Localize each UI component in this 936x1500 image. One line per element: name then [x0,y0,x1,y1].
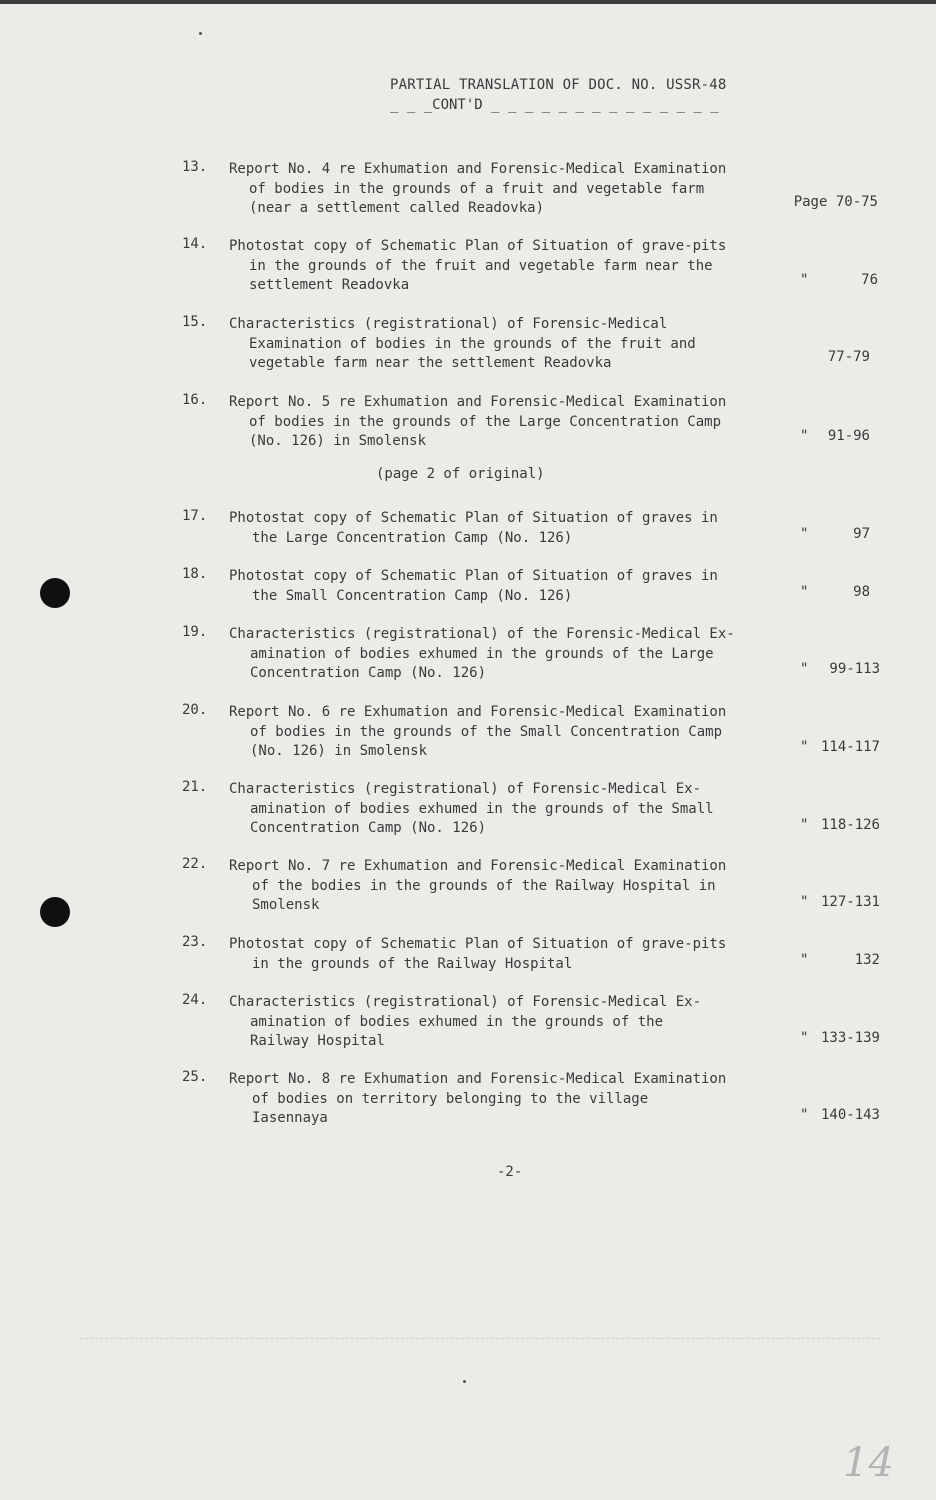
entry-number: 16. [182,392,208,408]
handwritten-page-mark: 14 [843,1440,894,1486]
entry-text-line: Railway Hospital [250,1033,385,1049]
page-reference: 140-143 [820,1107,880,1123]
entry-number: 13. [182,159,208,175]
entry-text-line: Iasennaya [252,1110,328,1126]
entry-text-line: Photostat copy of Schematic Plan of Situation of graves in [229,568,718,584]
document-contd-line: _ _ _CONT'D _ _ _ _ _ _ _ _ _ _ _ _ _ _ [390,97,719,113]
entry-text-line: amination of bodies exhumed in the grounds of the [250,1013,664,1030]
entry-text-line: Photostat copy of Schematic Plan of Situation of grave-pits [229,936,727,952]
page-reference: 132 [854,952,880,968]
ditto-mark: " [800,526,809,542]
entry-text-line: vegetable farm near the settlement Readovka [249,355,612,371]
entry-text-line: Photostat copy of Schematic Plan of Situation of graves in [229,510,718,526]
page-reference: 118-126 [820,817,880,833]
entry-number: 24. [182,992,208,1008]
entry-text-line: Characteristics (registrational) of Forensic-Medical Ex- [229,994,702,1010]
ditto-mark: " [800,894,809,910]
page-reference: 91-96 [827,428,870,444]
entry-text-line: in the grounds of the Railway Hospital [252,955,573,972]
entry-number: 22. [182,856,208,872]
entry-text-line: Characteristics (registrational) of Forensic-Medical Ex- [229,781,702,797]
document-title: PARTIAL TRANSLATION OF DOC. NO. USSR-48 [390,77,727,93]
entry-number: 18. [182,566,208,582]
entry-text-line: Examination of bodies in the grounds of the fruit and [249,335,696,352]
punch-hole-bottom [40,897,70,927]
entry-text-line: Characteristics (registrational) of the Forensic-Medical Ex- [229,626,735,642]
entry-text-line: of bodies in the grounds of a fruit and vegetable farm [249,180,705,197]
scan-speck [463,1380,466,1383]
entry-number: 20. [182,702,208,718]
entry-number: 19. [182,624,208,640]
entry-text-line: the Large Concentration Camp (No. 126) [252,529,573,546]
entry-number: 25. [182,1069,208,1085]
page-reference: 98 [853,584,870,600]
entry-text-line: Concentration Camp (No. 126) [250,665,487,681]
entry-text-line: amination of bodies exhumed in the grounds of the Large [250,645,714,662]
entry-text-line: settlement Readovka [249,277,410,293]
scan-speck [199,32,202,35]
entry-text-line: of the bodies in the grounds of the Railway Hospital in [252,877,716,894]
original-page-note: (page 2 of original) [376,466,545,482]
punch-hole-top [40,578,70,608]
entry-number: 21. [182,779,208,795]
entry-text-line: Report No. 7 re Exhumation and Forensic-Medical Examination [229,858,727,874]
entry-text-line: of bodies on territory belonging to the village [252,1090,649,1107]
ditto-mark: " [800,428,809,444]
page-number: -2- [497,1164,523,1180]
ditto-mark: " [800,739,809,755]
entry-number: 14. [182,236,208,252]
entry-text-line: the Small Concentration Camp (No. 126) [252,587,573,604]
page-reference: 114-117 [820,739,880,755]
page-reference: 99-113 [829,661,880,677]
ditto-mark: " [800,272,809,288]
page-reference: 133-139 [820,1030,880,1046]
entry-text-line: Report No. 6 re Exhumation and Forensic-Medical Examination [229,704,727,720]
entry-text-line: Report No. 4 re Exhumation and Forensic-Medical Examination [229,161,727,177]
entry-text-line: of bodies in the grounds of the Small Concentration Camp [250,723,723,740]
ditto-mark: " [800,661,809,677]
ditto-mark: " [800,817,809,833]
entry-number: 17. [182,508,208,524]
scan-top-band [0,0,936,4]
entry-text-line: Smolensk [252,897,320,913]
ditto-mark: " [800,1107,809,1123]
entry-text-line: Photostat copy of Schematic Plan of Situation of grave-pits [229,238,727,254]
ditto-mark: " [800,952,809,968]
entry-text-line: (No. 126) in Smolensk [250,743,428,759]
ditto-mark: " [800,1030,809,1046]
page-reference: 76 [861,272,878,288]
ditto-mark: " [800,584,809,600]
entry-text-line: of bodies in the grounds of the Large Concentration Camp [249,413,722,430]
entry-text-line: Report No. 5 re Exhumation and Forensic-Medical Examination [229,394,727,410]
entry-text-line: (No. 126) in Smolensk [249,433,427,449]
entry-number: 23. [182,934,208,950]
entry-text-line: Report No. 8 re Exhumation and Forensic-Medical Examination [229,1071,727,1087]
page-reference: 127-131 [820,894,880,910]
page-reference: 97 [853,526,870,542]
entry-number: 15. [182,314,208,330]
entry-text-line: in the grounds of the fruit and vegetable farm near the [249,257,713,274]
faint-dashed-line [80,1338,880,1339]
page-reference: 77-79 [827,349,870,365]
page-reference: Page 70-75 [793,194,878,210]
entry-text-line: (near a settlement called Readovka) [249,200,545,216]
entry-text-line: amination of bodies exhumed in the grounds of the Small [250,800,714,817]
entry-text-line: Characteristics (registrational) of Forensic-Medical [229,316,668,332]
entry-text-line: Concentration Camp (No. 126) [250,820,487,836]
